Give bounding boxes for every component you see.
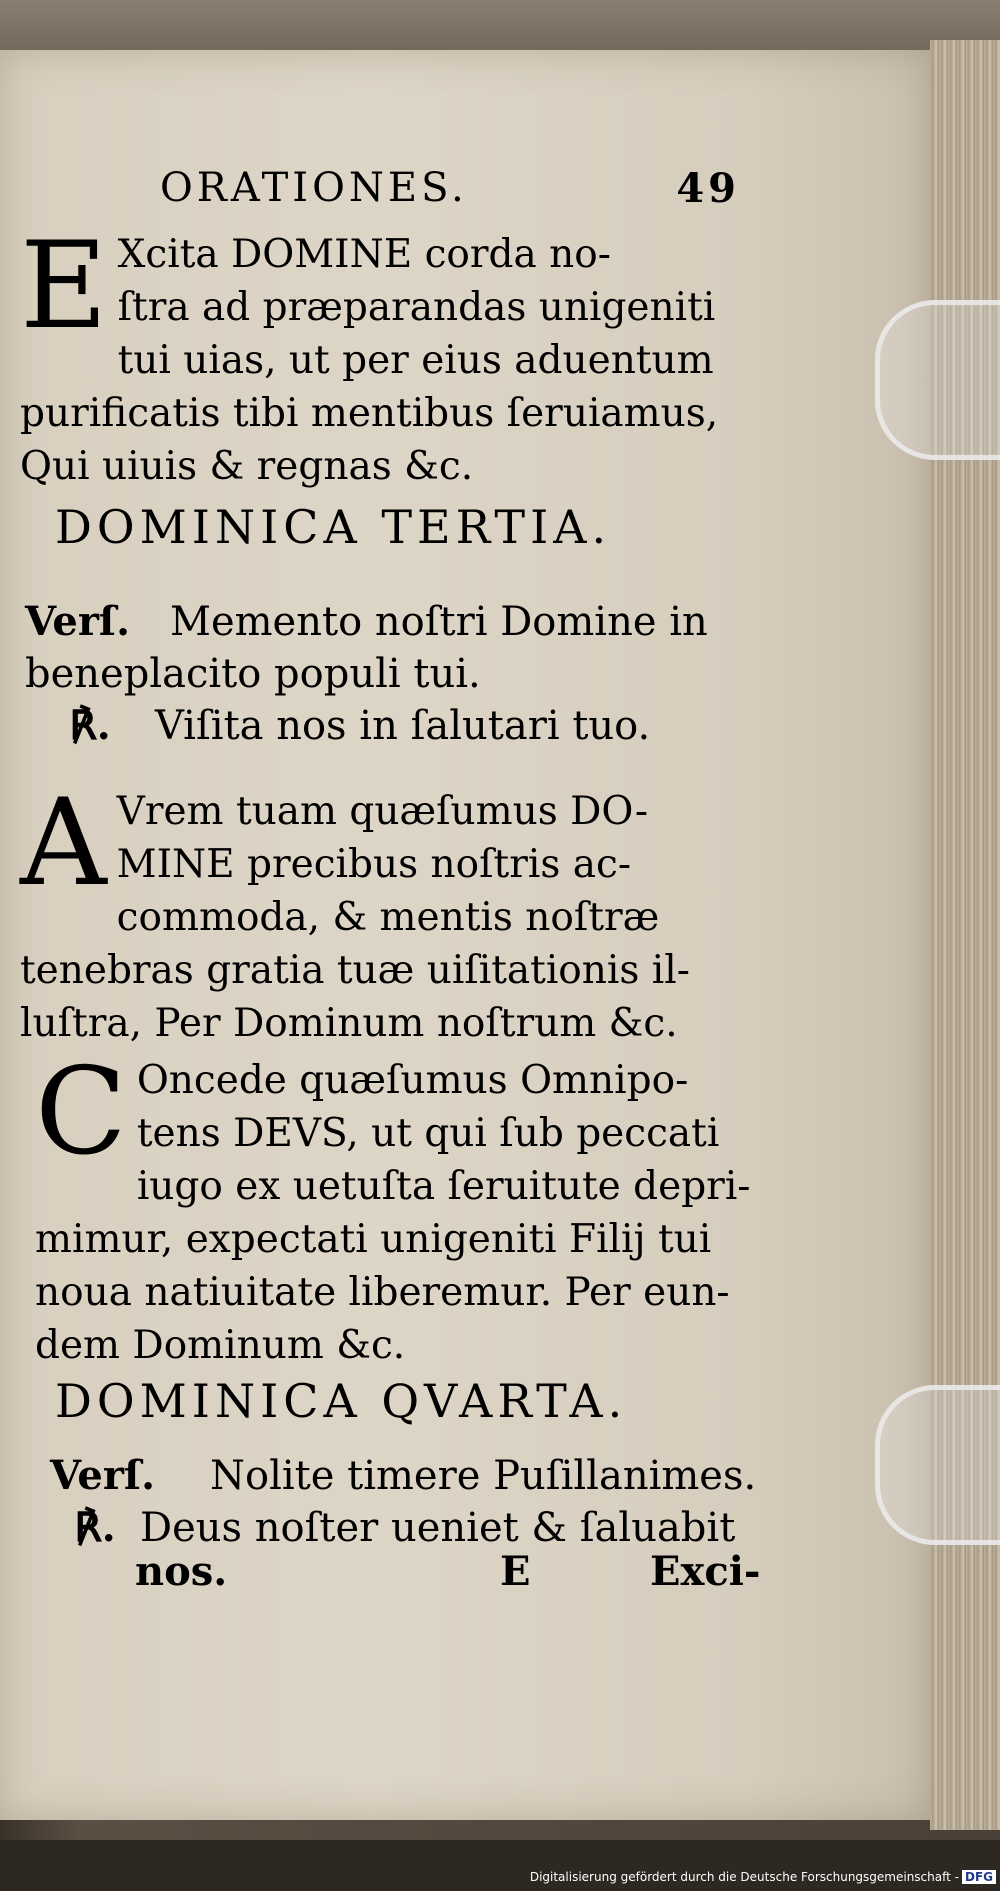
page-clip-bottom: [875, 1385, 1000, 1545]
text-line: Xcita DOMINE corda no-: [117, 232, 611, 277]
verse-label: Verſ.: [25, 598, 131, 645]
text-line: Vrem tuam quæſumus DO-: [116, 789, 649, 834]
verse-label: Verſ.: [50, 1452, 156, 1499]
dropcap: E: [20, 217, 108, 356]
text-line: Qui uiuis & regnas &c.: [20, 444, 474, 489]
response-text: Viſita nos in ſalutari tuo.: [155, 703, 651, 749]
text-line: dem Dominum &c.: [35, 1323, 406, 1368]
verse-block: [50, 1450, 800, 1554]
verse-block: [25, 596, 775, 752]
verse-text: Memento noſtri Domine in: [170, 599, 708, 645]
response-label: ℟.: [74, 1504, 116, 1551]
prayer-excita: [20, 217, 760, 493]
dfg-logo: DFG: [962, 1870, 996, 1884]
verse-continuation: beneplacito populi tui.: [25, 651, 481, 697]
text-line: ſtra ad præparandas unigeniti: [117, 285, 716, 330]
text-line: iugo ex uetuſta ſeruitute depri-: [136, 1164, 751, 1209]
digitization-credit: [530, 1870, 996, 1888]
running-header: [160, 165, 740, 215]
section-heading: DOMINICA TERTIA.: [55, 500, 612, 554]
text-line: commoda, & mentis noſtræ: [116, 895, 660, 940]
prayer-concede: [35, 1043, 765, 1372]
catchword: Exci-: [650, 1548, 761, 1595]
section-heading: DOMINICA QVARTA.: [55, 1374, 628, 1428]
prayer-aurem: [20, 774, 760, 1050]
page-clip-top: [875, 300, 1000, 460]
text-line: luſtra, Per Dominum noſtrum &c.: [20, 1001, 678, 1046]
dropcap: A: [20, 774, 107, 913]
text-line: Oncede quæſumus Omnipo-: [136, 1058, 689, 1103]
running-title: ORATIONES.: [160, 165, 468, 211]
dropcap: C: [35, 1043, 127, 1182]
text-line: mimur, expectati unigeniti Filij tui: [35, 1217, 712, 1262]
text-line: purificatis tibi mentibus ſeruiamus,: [20, 391, 719, 436]
response-text: Deus noſter ueniet & ſaluabit: [140, 1505, 736, 1551]
credit-text: Digitalisierung gefördert durch die Deutsche Forschungsgemeinschaft -: [529, 1870, 959, 1884]
verse-text: Nolite timere Puſillanimes.: [210, 1453, 757, 1499]
text-line: tens DEVS, ut qui ſub peccati: [136, 1111, 720, 1156]
verse-continuation: nos.: [135, 1548, 228, 1595]
text-line: tenebras gratia tuæ uiſitationis il-: [20, 948, 690, 993]
response-label: ℟.: [69, 702, 111, 749]
signature-mark: E: [500, 1548, 531, 1595]
page-number: 49: [676, 165, 740, 212]
page-footer: [60, 1548, 760, 1598]
text-line: tui uias, ut per eius aduentum: [117, 338, 714, 383]
text-line: MINE precibus noſtris ac-: [116, 842, 632, 887]
text-line: noua natiuitate liberemur. Per eun-: [35, 1270, 730, 1315]
